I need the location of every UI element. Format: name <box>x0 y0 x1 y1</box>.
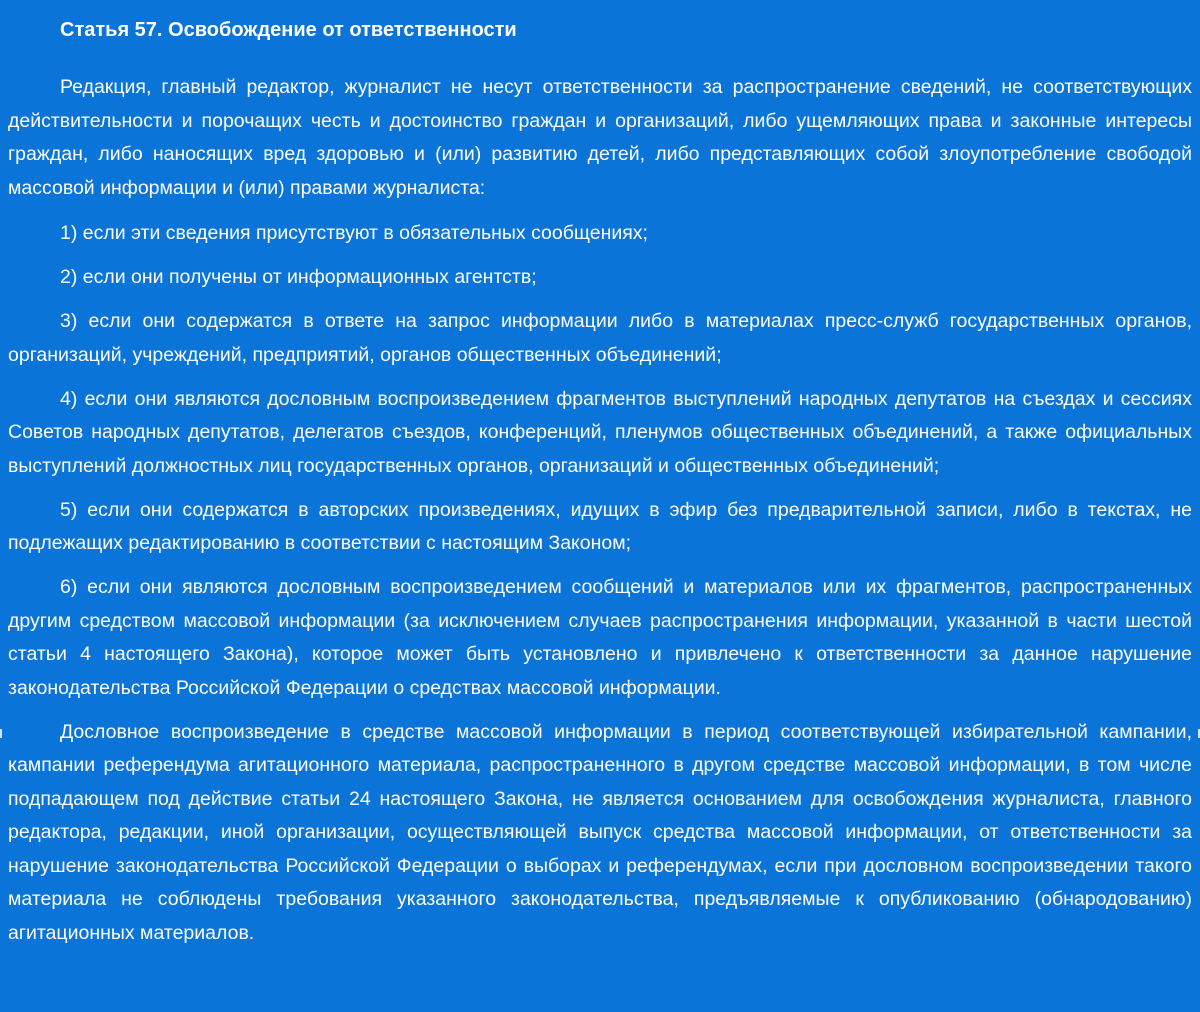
article-title: Статья 57. Освобождение от ответственности <box>60 19 517 41</box>
article-closing-paragraph: Дословное воспроизведение в средстве массовой информации в период соответствующей избирательной кампании, кампании референдума агитационного материала, распространенного в другом средстве массовой информации, в том числе подпадающем под действие статьи 24 настоящего Закона, не является основанием для освобождения журналиста, главного редактора, редакции, иной организации, осуществляющей выпуск средства массовой информации, от ответственности за нарушение законодательства Российской Федерации о выборах и референдумах, если при дословном воспроизведении такого материала не соблюдены требования указанного законодательства, предъявляемые к опубликованию (обнародованию) агитационных материалов. <box>8 720 1192 944</box>
article-item-3: 3) если они содержатся в ответе на запрос информации либо в материалах пресс-служб государственных органов, организаций, учреждений, предприятий, органов общественных объединений; <box>8 310 1192 366</box>
article-intro-paragraph: Редакция, главный редактор, журналист не несут ответственности за распространение сведений, не соответствующих действительности и порочащих честь и достоинство граждан и организаций, либо ущемляющих права и законные интересы граждан, либо наносящих вред здоровью и (или) развитию детей, либо представляющих собой злоупотребление свободой массовой информации и (или) правами журналиста: <box>8 76 1192 199</box>
left-edge-marker <box>0 729 2 738</box>
article-item-4: 4) если они являются дословным воспроизведением фрагментов выступлений народных депутатов на съездах и сессиях Советов народных депутатов, делегатов съездов, конференций, пленумов общественных объединений, а также официальных выступлений должностных лиц государственных органов, организаций и общественных объединений; <box>8 387 1192 477</box>
article-item-1: 1) если эти сведения присутствуют в обязательных сообщениях; <box>60 222 648 244</box>
article-item-2: 2) если они получены от информационных агентств; <box>60 266 537 288</box>
article-item-6: 6) если они являются дословным воспроизведением сообщений и материалов или их фрагментов, распространенных другим средством массовой информации (за исключением случаев распространения информации, указанной в части шестой статьи 4 настоящего Закона), которое может быть установлено и привлечено к ответственности за данное нарушение законодательства Российской Федерации о средствах массовой информации. <box>8 576 1192 699</box>
article-item-5: 5) если они содержатся в авторских произведениях, идущих в эфир без предварительной записи, либо в текстах, не подлежащих редактированию в соответствии с настоящим Законом; <box>8 498 1192 554</box>
